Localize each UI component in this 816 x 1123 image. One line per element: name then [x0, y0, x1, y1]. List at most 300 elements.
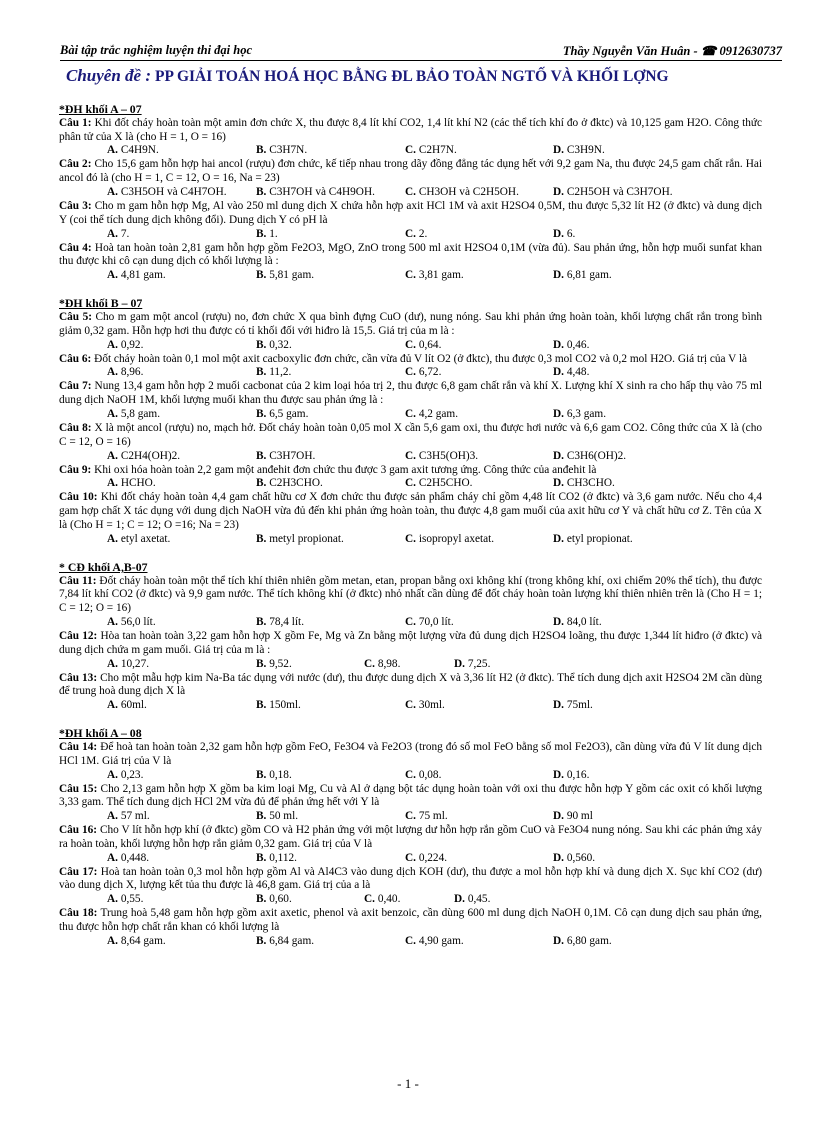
- option-value: 10,27.: [120, 657, 150, 670]
- answer-option[interactable]: [405, 533, 494, 547]
- answer-option[interactable]: [553, 144, 605, 158]
- answer-option[interactable]: [405, 935, 464, 949]
- answer-option[interactable]: [553, 616, 602, 630]
- answer-options: [59, 228, 762, 242]
- option-letter: B.: [256, 699, 267, 712]
- question-body: Cho 2,13 gam hỗn hợp X gồm ba kim loại Mg, Cu và Al ở dạng bột tác dụng hoàn toàn với oxi thu được hỗn hợp Y gồm các oxit có khối lượng 3,33 gam. Thể tích dung dịch HCl 2M vừa đủ để phản ứng hết với Y là: [59, 782, 762, 809]
- answer-option[interactable]: [107, 186, 227, 200]
- option-value: 0,92.: [120, 338, 144, 351]
- question-body: X là một ancol (rượu) no, mạch hở. Đốt cháy hoàn toàn 0,05 mol X cần 5,6 gam oxi, thu được hơi nước và 6,6 gam CO2. Công thức của X là (cho C = 12, O = 16): [59, 421, 762, 448]
- answer-option[interactable]: [553, 339, 589, 353]
- question-body: Để hoà tan hoàn toàn 2,32 gam hỗn hợp gồm FeO, Fe3O4 và Fe2O3 (trong đó số mol FeO bằng số mol Fe2O3), cần dùng vừa đủ V lít dung dịch HCl 1M. Giá trị của V là: [59, 740, 762, 767]
- answer-option[interactable]: [256, 769, 292, 783]
- option-value: 5,8 gam.: [120, 407, 161, 420]
- answer-option[interactable]: [107, 144, 159, 158]
- answer-option[interactable]: [256, 533, 344, 547]
- answer-option[interactable]: [553, 769, 589, 783]
- answer-options: [59, 893, 762, 907]
- option-value: C2H7N.: [418, 144, 457, 157]
- answer-option[interactable]: [405, 699, 445, 713]
- answer-options: [59, 186, 762, 200]
- option-value: 4,48.: [566, 366, 590, 379]
- answer-options: [59, 408, 762, 422]
- option-value: 0,40.: [377, 893, 401, 906]
- option-letter: C.: [364, 657, 375, 670]
- option-letter: A.: [107, 269, 118, 282]
- header-course-title: Bài tập trắc nghiệm luyện thi đại học: [60, 43, 253, 57]
- option-letter: B.: [256, 934, 267, 947]
- option-letter: B.: [256, 449, 267, 462]
- option-value: 84,0 lít.: [566, 615, 602, 628]
- answer-option[interactable]: [454, 658, 490, 672]
- question-text: [59, 242, 762, 270]
- question-label: Câu 8:: [59, 421, 92, 434]
- question-body: Khi oxi hóa hoàn toàn 2,2 gam một anđehit đơn chức thu được 3 gam axit tương ứng. Công thức của anđehit là: [94, 463, 597, 476]
- option-letter: D.: [454, 657, 465, 670]
- option-letter: D.: [553, 144, 564, 157]
- answer-option[interactable]: [107, 450, 180, 464]
- option-letter: A.: [107, 366, 118, 379]
- answer-option[interactable]: [553, 450, 626, 464]
- option-letter: A.: [107, 407, 118, 420]
- question-text: [59, 783, 762, 811]
- option-value: 0,32.: [269, 338, 292, 351]
- option-value: 6,3 gam.: [566, 407, 607, 420]
- answer-options: [59, 658, 762, 672]
- question-body: Cho một mẫu hợp kim Na-Ba tác dụng với nước (dư), thu được dung dịch X và 3,36 lít H2 (ở đktc). Thể tích dung dịch axit H2SO4 2M cần dùng để trung hoà dung dịch X là: [59, 671, 762, 698]
- option-value: 56,0 lít.: [120, 615, 156, 628]
- option-value: C3H9N.: [566, 144, 605, 157]
- option-letter: A.: [107, 934, 118, 947]
- answer-option[interactable]: [405, 616, 454, 630]
- option-letter: D.: [553, 269, 564, 282]
- option-letter: D.: [553, 768, 564, 781]
- option-letter: D.: [553, 699, 564, 712]
- answer-options: [59, 450, 762, 464]
- question-label: Câu 6:: [59, 352, 92, 365]
- option-letter: A.: [107, 185, 118, 198]
- option-letter: C.: [405, 449, 416, 462]
- phone-icon: ☎: [700, 44, 717, 58]
- option-letter: C.: [405, 532, 416, 545]
- option-value: 0,60.: [269, 893, 292, 906]
- option-letter: A.: [107, 338, 118, 351]
- option-letter: A.: [107, 615, 118, 628]
- answer-option[interactable]: [256, 477, 323, 491]
- option-letter: C.: [405, 338, 416, 351]
- question-label: Câu 3:: [59, 199, 92, 212]
- answer-option[interactable]: [405, 852, 447, 866]
- option-letter: D.: [553, 851, 564, 864]
- option-letter: C.: [405, 768, 416, 781]
- option-value: 75 ml.: [418, 810, 448, 823]
- question-body: Nung 13,4 gam hỗn hợp 2 muối cacbonat của 2 kim loại hóa trị 2, thu được 6,8 gam chất rắn và khí X. Lượng khí X sinh ra cho hấp thụ vào 75 ml dung dịch NaOH 1M, khối lượng muối khan thu được sau phản ứng là :: [59, 380, 763, 407]
- answer-option[interactable]: [107, 269, 166, 283]
- answer-option[interactable]: [256, 616, 304, 630]
- answer-option[interactable]: [553, 186, 673, 200]
- header-teacher-name: Thầy Nguyễn Văn Huân -: [562, 44, 698, 58]
- option-value: 30ml.: [418, 699, 445, 712]
- option-value: 0,560.: [566, 851, 596, 864]
- answer-option[interactable]: [553, 810, 593, 824]
- option-letter: C.: [405, 269, 416, 282]
- answer-option[interactable]: [256, 699, 301, 713]
- answer-option[interactable]: [256, 366, 291, 380]
- answer-option[interactable]: [256, 269, 314, 283]
- option-value: C4H9N.: [120, 144, 159, 157]
- answer-option[interactable]: [405, 228, 427, 242]
- option-letter: D.: [553, 934, 564, 947]
- question-label: Câu 15:: [59, 782, 98, 795]
- section-heading: * CĐ khối A,B-07: [59, 559, 148, 574]
- question-text: [59, 422, 762, 450]
- question-body: Đốt cháy hoàn toàn một thể tích khí thiên nhiên gồm metan, etan, propan bằng oxi không khí (trong không khí, oxi chiếm 20% thể tích), thu được 7,84 lít khí CO2 (ở đktc) và 9,9 gam nước. Thể tích không khí (ở đktc) nhỏ nhất cần dùng để đốt cháy hoàn toàn lượng khí thiên nhiên trên là (Cho H = 1; C = 12; O = 16): [59, 574, 762, 615]
- answer-option[interactable]: [553, 477, 615, 491]
- answer-options: [59, 810, 762, 824]
- answer-option[interactable]: [256, 144, 307, 158]
- option-value: 7.: [120, 227, 130, 240]
- option-value: 7,25.: [467, 657, 491, 670]
- option-value: 2.: [418, 227, 428, 240]
- option-value: 6,80 gam.: [566, 934, 612, 947]
- option-letter: B.: [256, 615, 267, 628]
- option-value: 0,45.: [467, 893, 491, 906]
- option-value: etyl axetat.: [120, 532, 171, 545]
- option-letter: B.: [256, 269, 267, 282]
- answer-option[interactable]: [107, 699, 147, 713]
- option-value: 6,81 gam.: [566, 269, 612, 282]
- option-value: 0,448.: [120, 851, 150, 864]
- answer-option[interactable]: [256, 450, 315, 464]
- option-letter: A.: [107, 699, 118, 712]
- option-letter: D.: [553, 477, 564, 490]
- answer-option[interactable]: [553, 699, 593, 713]
- section-heading: *ĐH khối A – 07: [59, 102, 142, 116]
- question-body: Hoà tan hoàn toàn 0,3 mol hỗn hợp gồm Al và Al4C3 vào dung dịch KOH (dư), thu được a mol hỗn hợp khí và dung dịch X. Sục khí CO2 (dư) vào dung dịch X, lượng kết tủa thu được là 46,8 gam. Giá trị của a là: [59, 865, 762, 892]
- option-letter: C.: [405, 851, 416, 864]
- question-text: [59, 741, 762, 769]
- option-value: C3H5(OH)3.: [418, 449, 479, 462]
- answer-option[interactable]: [107, 477, 156, 491]
- answer-option[interactable]: [364, 893, 400, 907]
- question-text: [59, 200, 762, 228]
- answer-options: [59, 699, 762, 713]
- option-letter: C.: [405, 934, 416, 947]
- option-value: 0,23.: [120, 768, 144, 781]
- question-text: [59, 464, 762, 478]
- option-letter: B.: [256, 338, 267, 351]
- option-value: 57 ml.: [120, 810, 150, 823]
- option-value: C3H5OH và C4H7OH.: [120, 185, 227, 198]
- answer-option[interactable]: [553, 852, 595, 866]
- question-label: Câu 5:: [59, 310, 92, 323]
- option-value: 4,81 gam.: [120, 269, 166, 282]
- question-text: [59, 353, 762, 367]
- answer-option[interactable]: [256, 935, 314, 949]
- option-letter: D.: [553, 227, 564, 240]
- option-value: 9,52.: [269, 657, 292, 670]
- option-value: C3H7OH và C4H9OH.: [269, 185, 375, 198]
- question-body: Cho 15,6 gam hỗn hợp hai ancol (rượu) đơn chức, kế tiếp nhau trong dãy đồng đẳng tác dụng hết với 9,2 gam Na, thu được 24,5 gam chất rắn. Hai ancol đó là (cho H = 1, C = 12, O = 16, Na = 23): [59, 158, 763, 185]
- page-title: [66, 66, 786, 86]
- option-value: 6,84 gam.: [269, 934, 315, 947]
- page-number: - 1 -: [397, 1076, 419, 1091]
- option-letter: B.: [256, 851, 267, 864]
- question-label: Câu 7:: [59, 380, 92, 393]
- option-value: etyl propionat.: [566, 532, 633, 545]
- section-heading: *ĐH khối A – 08: [59, 726, 142, 741]
- option-value: metyl propionat.: [269, 532, 344, 545]
- option-letter: C.: [405, 615, 416, 628]
- answer-option[interactable]: [405, 450, 478, 464]
- option-value: HCHO.: [120, 477, 156, 490]
- question-label: Câu 12:: [59, 629, 98, 642]
- option-letter: B.: [256, 768, 267, 781]
- option-letter: C.: [405, 144, 416, 157]
- question-body: Cho m gam một ancol (rượu) no, đơn chức X qua bình đựng CuO (dư), nung nóng. Sau khi phản ứng hoàn toàn, khối lượng chất rắn trong bình giảm 0,32 gam. Hỗn hợp hơi thu được có tỉ khối đối với hiđro là 15,5. Giá trị của m là :: [59, 310, 763, 337]
- option-value: 3,81 gam.: [418, 269, 464, 282]
- page-header: [60, 40, 782, 60]
- option-letter: B.: [256, 366, 267, 379]
- option-letter: A.: [107, 768, 118, 781]
- question-text: [59, 117, 762, 145]
- option-letter: C.: [405, 477, 416, 490]
- question-label: Câu 18:: [59, 907, 98, 920]
- option-value: 8,64 gam.: [120, 934, 166, 947]
- option-letter: D.: [553, 615, 564, 628]
- answer-option[interactable]: [107, 616, 156, 630]
- answer-option[interactable]: [256, 658, 292, 672]
- option-letter: A.: [107, 227, 118, 240]
- header-phone-number: 0912630737: [719, 44, 782, 58]
- option-letter: A.: [107, 144, 118, 157]
- answer-option[interactable]: [107, 935, 166, 949]
- option-letter: A.: [107, 851, 118, 864]
- option-value: 6.: [566, 227, 576, 240]
- option-value: 4,90 gam.: [418, 934, 464, 947]
- answer-option[interactable]: [256, 852, 297, 866]
- answer-options: [59, 533, 762, 547]
- option-letter: C.: [405, 185, 416, 198]
- option-letter: B.: [256, 532, 267, 545]
- answer-option[interactable]: [553, 228, 575, 242]
- answer-option[interactable]: [256, 893, 292, 907]
- question-text: [59, 866, 762, 894]
- answer-option[interactable]: [107, 228, 129, 242]
- answer-option[interactable]: [107, 893, 143, 907]
- question-label: Câu 16:: [59, 824, 98, 837]
- option-value: 90 ml: [566, 810, 593, 823]
- option-letter: D.: [553, 407, 564, 420]
- option-value: CH3OH và C2H5OH.: [418, 185, 519, 198]
- option-letter: C.: [405, 699, 416, 712]
- question-body: Hoà tan hoàn toàn 2,81 gam hỗn hợp gồm Fe2O3, MgO, ZnO trong 500 ml axit H2SO4 0,1M (vừa đủ). Sau phản ứng, hỗn hợp muối sunfat khan thu được khi cô cạn dung dịch có khối lượng là :: [59, 241, 762, 268]
- option-letter: B.: [256, 657, 267, 670]
- option-letter: D.: [553, 185, 564, 198]
- question-label: Câu 11:: [59, 574, 97, 587]
- option-value: 0,64.: [418, 338, 442, 351]
- answer-option[interactable]: [553, 366, 589, 380]
- answer-option[interactable]: [405, 144, 457, 158]
- question-label: Câu 13:: [59, 671, 98, 684]
- question-body: Cho V lít hỗn hợp khí (ở đktc) gồm CO và H2 phản ứng với một lượng dư hỗn hợp rắn gồm CuO và Fe3O4 nung nóng. Sau khi các phản ứng xảy ra hoàn toàn, khối lượng hỗn hợp rắn giảm 0,32 gam. Giá trị của V là: [59, 824, 763, 850]
- answer-option[interactable]: [107, 810, 150, 824]
- option-value: C2H5CHO.: [418, 477, 473, 490]
- question-body: Đốt cháy hoàn toàn 0,1 mol một axit cacboxylic đơn chức, cần vừa đủ V lít O2 (ở đktc), thu được 0,3 mol CO2 và 0,2 mol H2O. Giá trị của V là: [94, 352, 748, 365]
- answer-option[interactable]: [107, 366, 143, 380]
- option-letter: D.: [553, 810, 564, 823]
- option-value: 0,224.: [418, 851, 448, 864]
- answer-option[interactable]: [405, 477, 472, 491]
- title-text: PP GIẢI TOÁN HOÁ HỌC BẰNG ĐL BẢO TOÀN NGTỐ VÀ KHỐI LỢNG: [155, 68, 669, 85]
- option-value: 0,112.: [269, 851, 298, 864]
- answer-option[interactable]: [405, 269, 464, 283]
- option-value: C2H3CHO.: [269, 477, 323, 490]
- answer-option[interactable]: [454, 893, 490, 907]
- option-value: 150ml.: [269, 699, 301, 712]
- option-letter: A.: [107, 449, 118, 462]
- answer-options: [59, 769, 762, 783]
- answer-option[interactable]: [107, 533, 170, 547]
- answer-option[interactable]: [107, 658, 149, 672]
- question-label: Câu 14:: [59, 740, 98, 753]
- answer-option[interactable]: [364, 658, 400, 672]
- option-letter: B.: [256, 185, 267, 198]
- question-label: Câu 17:: [59, 865, 98, 878]
- option-value: 50 ml.: [269, 810, 299, 823]
- option-letter: C.: [405, 366, 416, 379]
- answer-option[interactable]: [107, 769, 143, 783]
- question-text: [59, 491, 762, 532]
- question-label: Câu 2:: [59, 158, 92, 171]
- option-value: 70,0 lít.: [418, 615, 454, 628]
- option-value: 78,4 lít.: [269, 615, 305, 628]
- question-text: [59, 907, 762, 935]
- answer-option[interactable]: [405, 366, 441, 380]
- option-value: 75ml.: [566, 699, 593, 712]
- answer-option[interactable]: [256, 810, 298, 824]
- option-value: C2H5OH và C3H7OH.: [566, 185, 673, 198]
- answer-options: [59, 852, 762, 866]
- answer-options: [59, 366, 762, 380]
- option-letter: C.: [364, 893, 375, 906]
- option-value: 0,18.: [269, 768, 292, 781]
- option-value: 0,16.: [566, 768, 590, 781]
- answer-option[interactable]: [256, 408, 308, 422]
- option-letter: A.: [107, 893, 118, 906]
- option-letter: D.: [553, 338, 564, 351]
- answer-option[interactable]: [553, 533, 633, 547]
- option-value: C3H6(OH)2.: [566, 449, 627, 462]
- answer-option[interactable]: [107, 339, 143, 353]
- option-value: 0,55.: [120, 893, 144, 906]
- answer-option[interactable]: [107, 852, 149, 866]
- answer-option[interactable]: [405, 408, 458, 422]
- option-letter: D.: [553, 449, 564, 462]
- option-letter: A.: [107, 532, 118, 545]
- option-value: 6,5 gam.: [269, 407, 309, 420]
- answer-options: [59, 269, 762, 283]
- question-label: Câu 9:: [59, 463, 92, 476]
- option-letter: C.: [405, 810, 416, 823]
- option-value: 0,08.: [418, 768, 442, 781]
- option-letter: B.: [256, 407, 267, 420]
- question-text: [59, 311, 762, 339]
- option-letter: C.: [405, 227, 416, 240]
- answer-options: [59, 616, 762, 630]
- question-text: [59, 672, 762, 700]
- option-value: isopropyl axetat.: [418, 532, 495, 545]
- answer-option[interactable]: [553, 269, 612, 283]
- option-value: C2H4(OH)2.: [120, 449, 181, 462]
- answer-option[interactable]: [107, 408, 160, 422]
- option-letter: D.: [553, 366, 564, 379]
- header-teacher: [563, 43, 782, 59]
- question-text: [59, 380, 762, 408]
- option-value: 8,98.: [377, 657, 401, 670]
- question-body: Cho m gam hỗn hợp Mg, Al vào 250 ml dung dịch X chứa hỗn hợp axit HCl 1M và axit H2SO4 0,5M, thu được 5,32 lít H2 (ở đktc) và dung dịch Y (coi thể tích dung dịch không đổi). Dung dịch Y có pH là: [59, 199, 763, 226]
- question-body: Khi đốt cháy hoàn toàn 4,4 gam chất hữu cơ X đơn chức thu được sản phẩm cháy chỉ gồm 4,48 lít CO2 (ở đktc) và 3,6 gam nước. Nếu cho 4,4 gam hợp chất X tác dụng với dung dịch NaOH vừa đủ đến khi phản ứng hoàn toàn, thu được 4,8 gam muối của axit hữu cơ Y và chất hữu cơ Z. Tên của X là (Cho H = 1; C = 12; O =16; Na = 23): [59, 491, 762, 531]
- answer-option[interactable]: [553, 408, 606, 422]
- answer-options: [59, 144, 762, 158]
- answer-option[interactable]: [256, 339, 292, 353]
- question-list: [59, 103, 762, 949]
- question-body: Hòa tan hoàn toàn 3,22 gam hỗn hợp X gồm Fe, Mg và Zn bằng một lượng vừa đủ dung dịch H2SO4 loãng, thu được 1,344 lít hiđro (ở đktc) và dung dịch chứa m gam muối. Giá trị của m là :: [59, 629, 762, 656]
- option-value: 11,2.: [269, 366, 292, 379]
- header-rule: [60, 60, 782, 61]
- question-text: [59, 630, 762, 658]
- option-letter: D.: [454, 893, 465, 906]
- option-value: 5,81 gam.: [269, 269, 315, 282]
- option-letter: A.: [107, 657, 118, 670]
- option-value: 4,2 gam.: [418, 407, 459, 420]
- answer-option[interactable]: [256, 186, 375, 200]
- question-text: [59, 575, 762, 616]
- answer-option[interactable]: [405, 769, 441, 783]
- option-letter: B.: [256, 227, 267, 240]
- option-letter: B.: [256, 810, 267, 823]
- answer-option[interactable]: [553, 935, 612, 949]
- option-value: 0,46.: [566, 338, 590, 351]
- question-body: Trung hoà 5,48 gam hỗn hợp gồm axit axetic, phenol và axit benzoic, cần dùng 600 ml dung dịch NaOH 0,1M. Cô cạn dung dịch sau phản ứng, thu được hỗn hợp chất rắn khan có khối lượng là: [59, 907, 762, 934]
- option-letter: B.: [256, 144, 267, 157]
- option-value: 1.: [269, 227, 278, 240]
- option-letter: D.: [553, 532, 564, 545]
- option-letter: A.: [107, 810, 118, 823]
- option-letter: C.: [405, 407, 416, 420]
- answer-options: [59, 339, 762, 353]
- option-value: 8,96.: [120, 366, 144, 379]
- option-letter: B.: [256, 477, 267, 490]
- answer-option[interactable]: [256, 228, 278, 242]
- question-text: [59, 158, 762, 186]
- section-heading: *ĐH khối B – 07: [59, 296, 143, 311]
- option-value: 6,72.: [418, 366, 442, 379]
- question-label: Câu 1:: [59, 116, 92, 129]
- question-label: Câu 10:: [59, 491, 98, 504]
- answer-option[interactable]: [405, 810, 448, 824]
- option-value: C3H7N.: [269, 144, 308, 157]
- answer-option[interactable]: [405, 339, 441, 353]
- answer-option[interactable]: [405, 186, 519, 200]
- answer-options: [59, 477, 762, 491]
- option-value: C3H7OH.: [269, 449, 316, 462]
- answer-options: [59, 935, 762, 949]
- question-text: [59, 824, 762, 852]
- question-body: Khi đốt cháy hoàn toàn một amin đơn chức X, thu được 8,4 lít khí CO2, 1,4 lít khí N2 (các thể tích khí đo ở đktc) và 10,125 gam H2O. Công thức phân tử của X là (cho H = 1, O = 16): [59, 116, 763, 143]
- option-value: 60ml.: [120, 699, 147, 712]
- option-value: CH3CHO.: [566, 477, 615, 490]
